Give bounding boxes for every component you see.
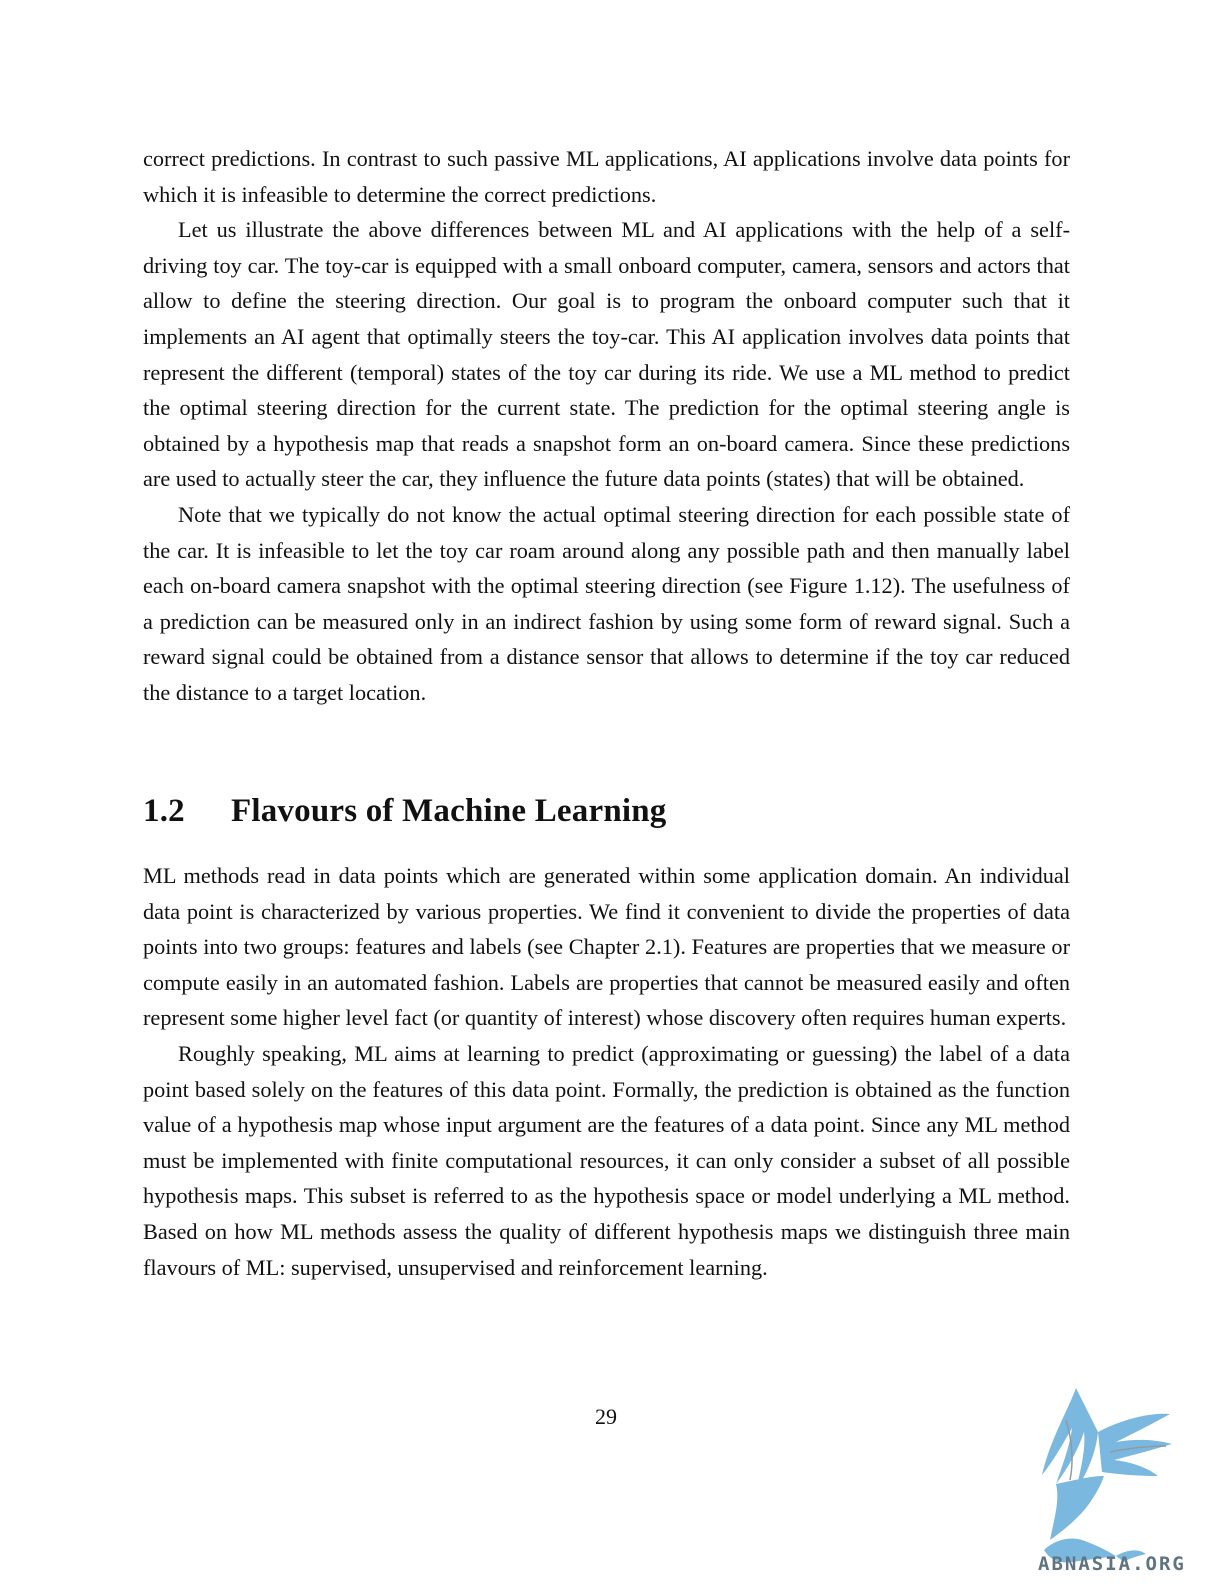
paragraph-toy-car-example: Let us illustrate the above differences between ML and AI applications with the help of a self-driving toy car. The toy-car is equipped with a small onboard computer, camera, sensors and actors that allow to define the steering direction. Our goal is to program the onboard computer such that it implements an AI agent that optimally steers the toy-car. This AI application involves data points that represent the different (temporal) states of the toy car during its ride. We use a ML method to predict the optimal steering direction for the current state. The prediction for the optimal steering angle is obtained by a hypothesis map that reads a snapshot form an on-board camera. Since these predictions are used to actually steer the car, they influence the future data points (states) that will be obtained. [143, 217, 1070, 492]
griffin-logo-icon [1020, 1380, 1190, 1580]
section-title: Flavours of Machine Learning [231, 793, 667, 829]
section-number: 1.2 [143, 793, 185, 829]
paragraph-continued: correct predictions. In contrast to such passive ML applications, AI applications involve data points for which it is infeasible to determine the correct predictions. [143, 146, 1070, 207]
paragraph-features-labels: ML methods read in data points which are generated within some application domain. An individual data point is characterized by various properties. We find it convenient to divide the properties of data points into two groups: features and labels (see Chapter 2.1). Features are properties that we measure or compute easily in an automated fashion. Labels are properties that cannot be measured easily and often represent some higher level fact (or quantity of interest) whose discovery often requires human experts. [143, 863, 1070, 1031]
paragraph-flavours: Roughly speaking, ML aims at learning to predict (approximating or guessing) the label of a data point based solely on the features of this data point. Formally, the prediction is obtained as the function value of a hypothesis map whose input argument are the features of a data point. Since any ML method must be implemented with finite computational resources, it can only consider a subset of all possible hypothesis maps. This subset is referred to as the hypothesis space or model underlying a ML method. Based on how ML methods assess the quality of different hypothesis maps we distinguish three main flavours of ML: supervised, unsupervised and reinforcement learning. [143, 1040, 1070, 1280]
paragraph-reward-signal: Note that we typically do not know the actual optimal steering direction for each possible state of the car. It is infeasible to let the toy car roam around along any possible path and then manually label each on-board camera snapshot with the optimal steering direction (see Figure 1.12). The usefulness of a prediction can be measured only in an indirect fashion by using some form of reward signal. Such a reward signal could be obtained from a distance sensor that allows to determine if the toy car reduced the distance to a target location. [143, 501, 1070, 705]
section-heading [143, 789, 667, 833]
watermark-text: ABNASIA.ORG [1038, 1553, 1186, 1575]
section-text-block [143, 858, 1070, 1285]
page-number: 29 [595, 1404, 617, 1429]
top-text-block [143, 141, 1070, 711]
